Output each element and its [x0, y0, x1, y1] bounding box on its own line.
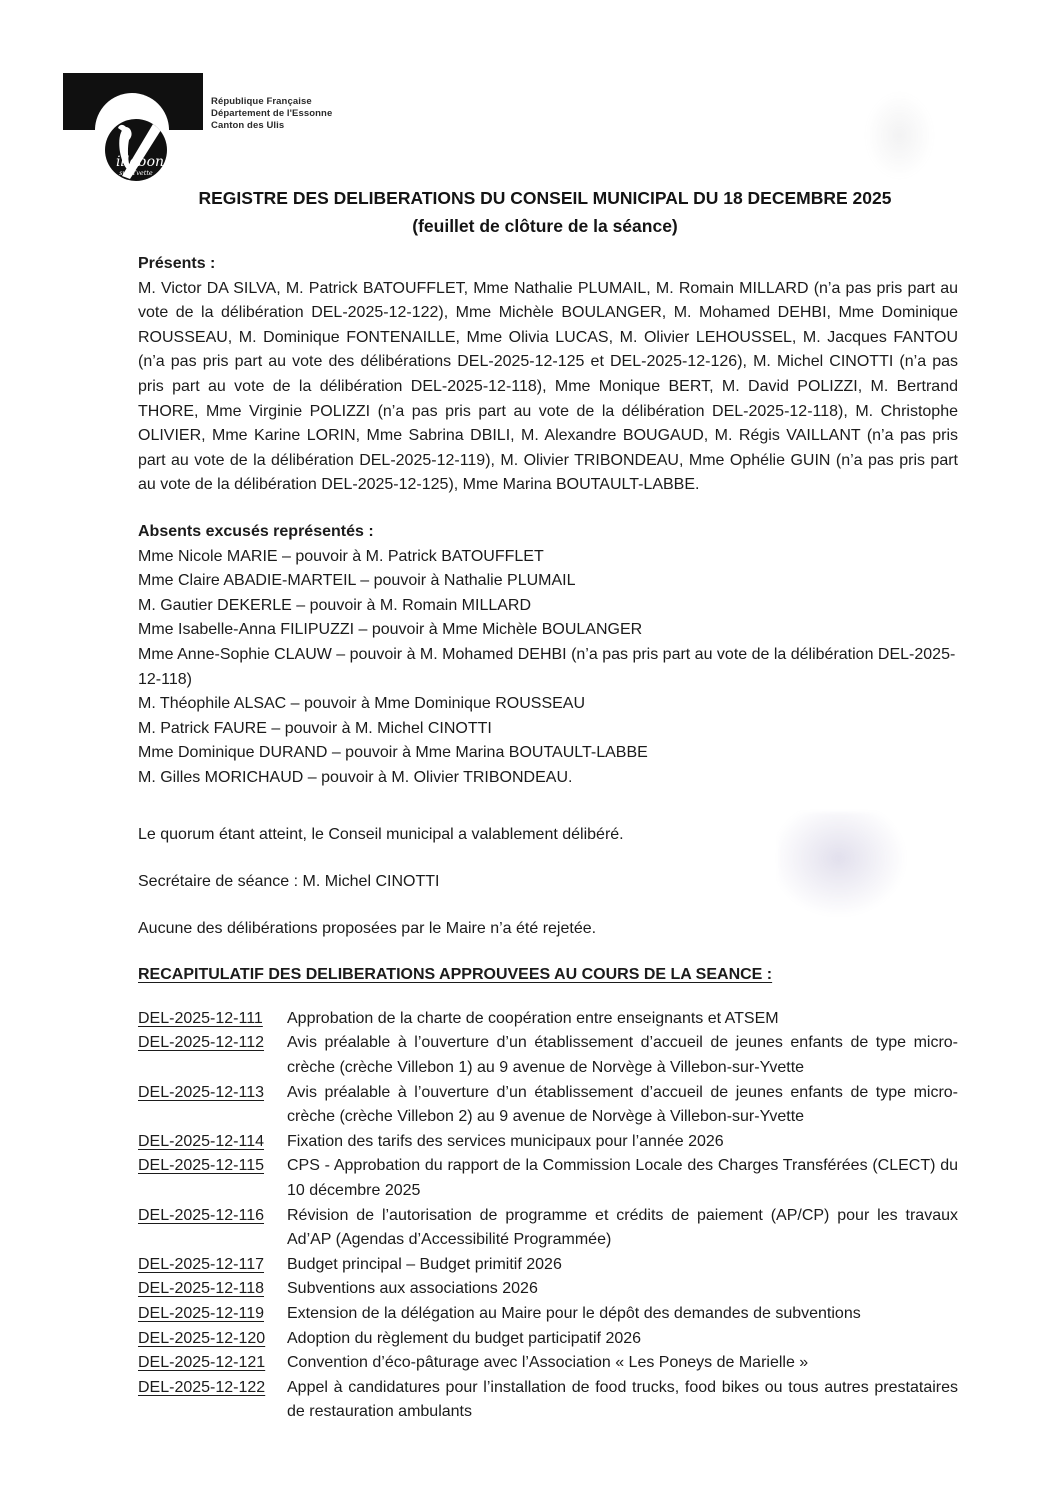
deliberations-list [138, 1007, 958, 1425]
deliberation-code: DEL-2025-12-121 [138, 1354, 266, 1372]
absent-line: Mme Nicole MARIE – pouvoir à M. Patrick BATOUFFLET [138, 547, 544, 565]
deliberation-title: Avis préalable à l’ouverture d’un établissement d’accueil de jeunes enfants de type micro-crèche (crèche Villebon 2) au 9 avenue de Norvège à Villebon-sur-Yvette [287, 1083, 958, 1126]
deliberation-title: Fixation des tarifs des services municipaux pour l’année 2026 [287, 1132, 724, 1150]
villebon-logo [60, 70, 210, 198]
absent-line: Mme Claire ABADIE-MARTEIL – pouvoir à Nathalie PLUMAIL [138, 572, 576, 590]
deliberation-code: DEL-2025-12-120 [138, 1329, 266, 1347]
absent-line: M. Théophile ALSAC – pouvoir à Mme Dominique ROUSSEAU [138, 695, 586, 713]
deliberation-row [138, 1376, 958, 1425]
absent-line: Mme Anne-Sophie CLAUW – pouvoir à M. Mohamed DEHBI (n’a pas pris part au vote de la délibération DEL-2025-12-118) [138, 645, 956, 688]
secretary-statement: Secrétaire de séance : M. Michel CINOTTI [138, 873, 440, 891]
deliberation-code: DEL-2025-12-117 [138, 1255, 265, 1273]
deliberation-row [138, 1277, 958, 1302]
title-line-2: (feuillet de clôture de la séance) [412, 216, 678, 236]
absents-list [138, 545, 958, 791]
deliberation-row [138, 1253, 958, 1278]
deliberation-code: DEL-2025-12-116 [138, 1206, 265, 1224]
recap-heading: RECAPITULATIF DES DELIBERATIONS APPROUVEES AU COURS DE LA SEANCE : [138, 966, 773, 984]
deliberation-row [138, 1327, 958, 1352]
document-title [32, 184, 1058, 240]
logo-city-name: illebon [115, 154, 165, 170]
deliberation-code: DEL-2025-12-114 [138, 1132, 265, 1150]
deliberation-title: CPS - Approbation du rapport de la Commission Locale des Charges Transférées (CLECT) du 10 décembre 2025 [287, 1157, 958, 1199]
deliberation-row [138, 1154, 958, 1203]
deliberation-code: DEL-2025-12-111 [138, 1009, 263, 1027]
absent-line: M. Patrick FAURE – pouvoir à M. Michel CINOTTI [138, 719, 492, 737]
deliberation-row [138, 1130, 958, 1155]
deliberation-title: Appel à candidatures pour l’installation de food trucks, food bikes ou tous autres prestataires de restauration ambulants [287, 1378, 958, 1421]
title-line-1: REGISTRE DES DELIBERATIONS DU CONSEIL MUNICIPAL DU 18 DECEMBRE 2025 [198, 188, 892, 208]
deliberation-row [138, 1302, 958, 1327]
deliberation-title: Avis préalable à l’ouverture d’un établissement d’accueil de jeunes enfants de type micro-crèche (crèche Villebon 1) au 9 avenue de Norvège à Villebon-sur-Yvette [287, 1034, 958, 1077]
deliberation-title: Subventions aux associations 2026 [287, 1280, 538, 1298]
deliberation-code: DEL-2025-12-119 [138, 1304, 265, 1322]
region-header [211, 96, 332, 132]
deliberation-row [138, 1351, 958, 1376]
deliberation-row [138, 1204, 958, 1253]
deliberation-title: Approbation de la charte de coopération entre enseignants et ATSEM [287, 1009, 779, 1027]
absent-line: Mme Isabelle-Anna FILIPUZZI – pouvoir à Mme Michèle BOULANGER [138, 621, 643, 639]
deliberation-code: DEL-2025-12-115 [138, 1157, 265, 1175]
absents-heading: Absents excusés représentés : [138, 522, 374, 540]
deliberation-code: DEL-2025-12-118 [138, 1280, 265, 1298]
presents-heading: Présents : [138, 255, 216, 272]
deliberation-title: Budget principal – Budget primitif 2026 [287, 1255, 562, 1273]
absent-line: M. Gautier DEKERLE – pouvoir à M. Romain MILLARD [138, 596, 532, 614]
deliberation-title: Extension de la délégation au Maire pour le dépôt des demandes de subventions [287, 1304, 861, 1322]
region-line: Canton des Ulis [211, 120, 285, 131]
deliberation-code: DEL-2025-12-122 [138, 1378, 266, 1396]
deliberation-code: DEL-2025-12-112 [138, 1034, 265, 1052]
deliberation-code: DEL-2025-12-113 [138, 1083, 265, 1101]
document-body [138, 252, 958, 1425]
quorum-statement: Le quorum étant atteint, le Conseil municipal a valablement délibéré. [138, 826, 624, 844]
absent-line: Mme Dominique DURAND – pouvoir à Mme Marina BOUTAULT-LABBE [138, 744, 648, 762]
logo-city-subtitle: sur Yvette [119, 169, 153, 177]
scan-smudge [862, 88, 937, 183]
deliberation-row [138, 1007, 958, 1032]
presents-paragraph: M. Victor DA SILVA, M. Patrick BATOUFFLET, Mme Nathalie PLUMAIL, M. Romain MILLARD (n’a pas pris part au vote de la délibération DEL-2025-12-122), Mme Michèle BOULANGER, M. Mohamed DEHBI, Mme Dominique ROUSSEAU, M. Dominique FONTENAILLE, Mme Olivia LUCAS, M. Olivier LEHOUSSEL, M. Jacques FANTOU (n’a pas pris part au vote des délibérations DEL-2025-12-125 et DEL-2025-12-126), M. Michel CINOTTI (n’a pas pris part au vote de la délibération DEL-2025-12-118), Mme Monique BERT, M. David POLIZZI, M. Bertrand THORE, Mme Virginie POLIZZI (n’a pas pris part au vote de la délibération DEL-2025-12-118), M. Christophe OLIVIER, Mme Karine LORIN, Mme Sabrina DBILI, M. Alexandre BOUGAUD, M. Régis VAILLANT (n’a pas pris part au vote de la délibération DEL-2025-12-119), M. Olivier TRIBONDEAU, Mme Ophélie GUIN (n’a pas pris part au vote de la délibération DEL-2025-12-125), Mme Marina BOUTAULT-LABBE. [138, 279, 958, 494]
deliberation-title: Révision de l’autorisation de programme et crédits de paiement (AP/CP) pour les travaux Ad’AP (Agendas d’Accessibilité Programmée) [287, 1206, 958, 1249]
deliberation-row [138, 1031, 958, 1080]
deliberation-title: Convention d’éco-pâturage avec l’Association « Les Poneys de Marielle » [287, 1354, 809, 1372]
deliberation-row [138, 1081, 958, 1130]
absent-line: M. Gilles MORICHAUD – pouvoir à M. Olivier TRIBONDEAU. [138, 768, 573, 786]
region-line: Département de l'Essonne [211, 108, 333, 119]
no-rejection-statement: Aucune des délibérations proposées par le Maire n’a été rejetée. [138, 919, 597, 937]
region-line: République Française [211, 96, 312, 107]
deliberation-title: Adoption du règlement du budget participatif 2026 [287, 1329, 642, 1347]
